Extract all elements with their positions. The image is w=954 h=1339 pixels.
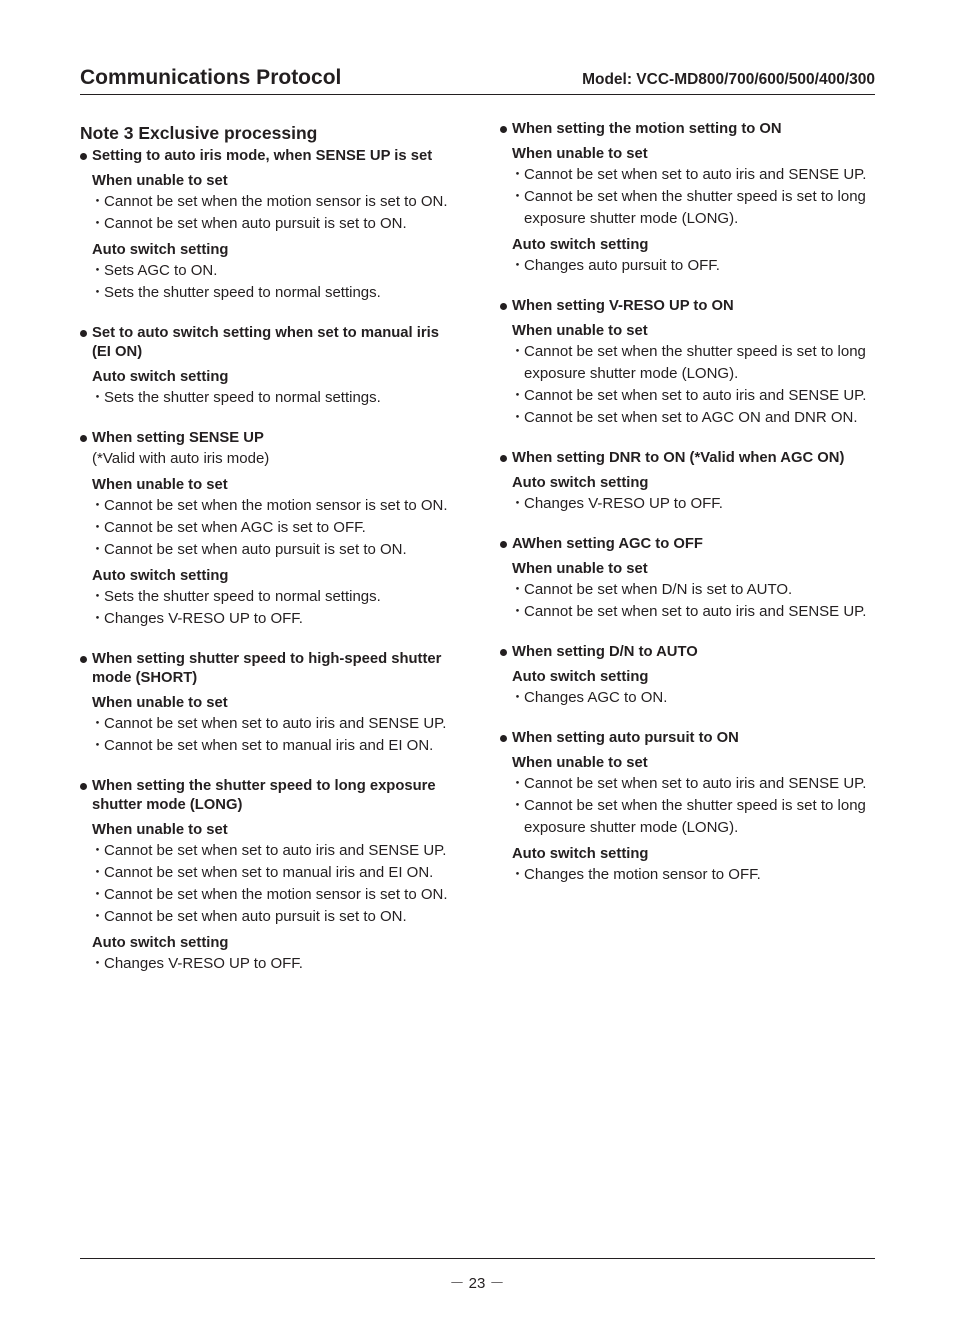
list-item: ・ Changes AGC to ON. xyxy=(524,687,880,709)
list-item: ・ Cannot be set when set to auto iris and SENSE UP. xyxy=(524,385,880,407)
item-list xyxy=(500,493,880,515)
left-section-list xyxy=(80,147,460,975)
item-list xyxy=(80,586,460,630)
subsection xyxy=(80,693,460,757)
list-item: ・ Cannot be set when set to manual iris and EI ON. xyxy=(104,735,460,757)
section xyxy=(500,729,880,886)
document-title: Communications Protocol xyxy=(80,66,342,89)
list-item: ・ Cannot be set when the shutter speed is set to long exposure shutter mode (LONG). xyxy=(524,795,880,839)
list-item: ・ Sets the shutter speed to normal settings. xyxy=(104,387,460,409)
item-list xyxy=(80,260,460,304)
section xyxy=(80,777,460,975)
list-item: ・ Cannot be set when set to AGC ON and DNR ON. xyxy=(524,407,880,429)
section xyxy=(500,297,880,429)
list-item: ・ Cannot be set when set to auto iris and SENSE UP. xyxy=(524,773,880,795)
subsection-title: Auto switch setting xyxy=(512,475,649,491)
list-item: ・ Cannot be set when set to auto iris and SENSE UP. xyxy=(104,840,460,862)
section-title: When setting V-RESO UP to ON xyxy=(500,297,880,316)
list-item: ・ Changes auto pursuit to OFF. xyxy=(524,255,880,277)
subsection-title: Auto switch setting xyxy=(92,568,229,584)
subsection xyxy=(500,844,880,886)
list-item: ・ Cannot be set when the shutter speed is set to long exposure shutter mode (LONG). xyxy=(524,341,880,385)
subsection-title: Auto switch setting xyxy=(512,669,649,685)
subsection-title: Auto switch setting xyxy=(92,935,229,951)
item-list xyxy=(500,864,880,886)
list-item: ・ Cannot be set when set to auto iris and SENSE UP. xyxy=(104,713,460,735)
subsection-title: When unable to set xyxy=(92,173,228,189)
list-item: ・ Cannot be set when set to auto iris and SENSE UP. xyxy=(524,601,880,623)
list-item: ・ Cannot be set when the motion sensor is set to ON. xyxy=(104,191,460,213)
list-item: ・ Cannot be set when auto pursuit is set to ON. xyxy=(104,906,460,928)
list-item: ・ Cannot be set when set to auto iris and SENSE UP. xyxy=(524,164,880,186)
list-item: ・ Sets the shutter speed to normal settings. xyxy=(104,282,460,304)
list-item: ・ Sets AGC to ON. xyxy=(104,260,460,282)
section-title: Set to auto switch setting when set to manual iris (EI ON) xyxy=(80,324,460,362)
section-title: When setting D/N to AUTO xyxy=(500,643,880,662)
subsection xyxy=(80,566,460,630)
subsection-title: When unable to set xyxy=(512,561,648,577)
list-item: ・ Cannot be set when set to manual iris and EI ON. xyxy=(104,862,460,884)
subsection xyxy=(80,475,460,561)
list-item: ・ Cannot be set when auto pursuit is set to ON. xyxy=(104,213,460,235)
list-item: ・ Cannot be set when the motion sensor is set to ON. xyxy=(104,884,460,906)
subsection-title: When unable to set xyxy=(92,477,228,493)
subsection xyxy=(500,321,880,429)
item-list xyxy=(500,579,880,623)
subsection xyxy=(80,171,460,235)
section-title: When setting SENSE UP xyxy=(80,429,460,448)
subsection-title: Auto switch setting xyxy=(92,369,229,385)
item-list xyxy=(500,255,880,277)
item-list xyxy=(500,164,880,230)
item-list xyxy=(80,840,460,928)
subsection-title: When unable to set xyxy=(512,146,648,162)
subsection xyxy=(80,820,460,928)
subsection-title: Auto switch setting xyxy=(512,846,649,862)
section-title: When setting the shutter speed to long exposure shutter mode (LONG) xyxy=(80,777,460,815)
list-item: ・ Cannot be set when D/N is set to AUTO. xyxy=(524,579,880,601)
section-title: When setting auto pursuit to ON xyxy=(500,729,880,748)
list-item: ・ Cannot be set when the shutter speed is set to long exposure shutter mode (LONG). xyxy=(524,186,880,230)
section-title: When setting the motion setting to ON xyxy=(500,120,880,139)
list-item: ・ Cannot be set when auto pursuit is set to ON. xyxy=(104,539,460,561)
section-title: AWhen setting AGC to OFF xyxy=(500,535,880,554)
section xyxy=(80,147,460,304)
list-item: ・ Cannot be set when the motion sensor is set to ON. xyxy=(104,495,460,517)
section-note: (*Valid with auto iris mode) xyxy=(92,450,270,467)
subsection-title: Auto switch setting xyxy=(512,237,649,253)
list-item: ・ Sets the shutter speed to normal settings. xyxy=(104,586,460,608)
subsection xyxy=(500,235,880,277)
right-section-list xyxy=(500,120,880,886)
list-item: ・ Changes V-RESO UP to OFF. xyxy=(104,953,460,975)
subsection xyxy=(500,144,880,230)
section-title: When setting DNR to ON (*Valid when AGC ON) xyxy=(500,449,880,468)
model-label: Model: VCC-MD800/700/600/500/400/300 xyxy=(582,71,875,88)
list-item: ・ Changes V-RESO UP to OFF. xyxy=(524,493,880,515)
section xyxy=(80,650,460,757)
right-column xyxy=(500,118,880,906)
section xyxy=(500,449,880,515)
section xyxy=(80,429,460,630)
section xyxy=(500,535,880,623)
list-item: ・ Changes V-RESO UP to OFF. xyxy=(104,608,460,630)
section-title: When setting shutter speed to high-speed shutter mode (SHORT) xyxy=(80,650,460,688)
subsection xyxy=(500,667,880,709)
subsection xyxy=(500,473,880,515)
item-list xyxy=(500,687,880,709)
subsection-title: When unable to set xyxy=(92,695,228,711)
page-header xyxy=(80,64,875,95)
subsection-title: When unable to set xyxy=(512,755,648,771)
left-column xyxy=(80,118,460,995)
item-list xyxy=(80,953,460,975)
item-list xyxy=(80,495,460,561)
footer-rule xyxy=(80,1258,875,1259)
subsection-title: When unable to set xyxy=(92,822,228,838)
subsection xyxy=(500,559,880,623)
subsection xyxy=(80,240,460,304)
item-list xyxy=(500,341,880,429)
section xyxy=(80,324,460,409)
section-title: Setting to auto iris mode, when SENSE UP is set xyxy=(80,147,460,166)
subsection-title: When unable to set xyxy=(512,323,648,339)
subsection xyxy=(80,367,460,409)
item-list xyxy=(80,387,460,409)
subsection xyxy=(80,933,460,975)
item-list xyxy=(80,191,460,235)
item-list xyxy=(500,773,880,839)
item-list xyxy=(80,713,460,757)
page-number: － 23 － xyxy=(449,1275,505,1292)
list-item: ・ Changes the motion sensor to OFF. xyxy=(524,864,880,886)
subsection-title: Auto switch setting xyxy=(92,242,229,258)
note-title: Note 3 Exclusive processing xyxy=(80,123,318,143)
subsection xyxy=(500,753,880,839)
list-item: ・ Cannot be set when AGC is set to OFF. xyxy=(104,517,460,539)
section xyxy=(500,120,880,277)
section xyxy=(500,643,880,709)
